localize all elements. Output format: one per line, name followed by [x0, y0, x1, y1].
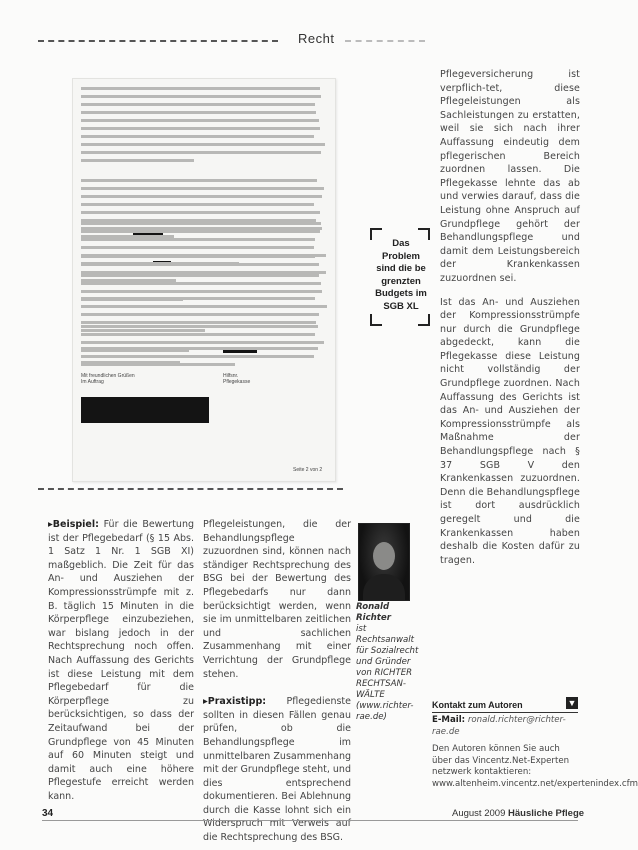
letter-text-line	[81, 325, 318, 328]
letter-bottom-rule	[38, 488, 343, 490]
header-rule	[38, 40, 278, 42]
letter-text-line	[81, 159, 194, 162]
letter-text-line	[81, 361, 180, 364]
letter-redaction	[81, 397, 209, 423]
letter-text-line	[81, 347, 318, 350]
letter-signature-left: Mit freundlichen Grüßen Im Auftrag	[81, 373, 135, 385]
letter-page-mark: Seite 2 von 2	[293, 467, 323, 473]
letter-text-line	[81, 255, 315, 258]
letter-text-line	[81, 238, 315, 241]
letter-text-line	[81, 111, 316, 114]
page-number: 34	[42, 808, 54, 819]
email-label: E-Mail:	[432, 715, 466, 725]
example-bullet: ▸ Beispiel:	[48, 519, 99, 530]
body-column-2	[203, 518, 351, 845]
letter-text-line	[81, 246, 314, 249]
footer-source	[452, 808, 584, 819]
footer-magazine: Häusliche Pflege	[508, 808, 585, 819]
letter-text-line	[81, 333, 315, 336]
col2-text: Pflegeleistungen, die der Behandlungspflege zuzuordnen sind, können nach ständiger Rechtsprechung des BSG bei der Bewertung des Pflegebedarfs nur dann berücksichtigt werden, wenn sie im unmittelbaren zeitlichen und sachlichen Zusammenhang mit einer Verrichtung der Grundpflege stehen.	[203, 519, 351, 680]
letter-signature-right: Hilfsnr. Pflegekasse	[223, 373, 251, 385]
letter-text-line	[81, 87, 320, 90]
section-label: Recht	[298, 31, 335, 46]
contact-heading: Kontakt zum Autoren	[432, 700, 523, 710]
right-paragraph: Pflegeversicherung ist verpflich-tet, diese Pflegeleistungen als Sachleistungen zu erstatten, weil sie sich nach ihrer Auffassung eindeutig dem pflegerischen Bereich zuordnen lassen. Die Pflegekasse lehnte das ab und verwies darauf, dass die Leistung ohne Anspruch auf Grundpflege gehört der Behandlungspflege und damit dem Leistungsbereich der Krankenkassen zuzuordnen sei.	[440, 69, 580, 284]
letter-text-line	[81, 313, 319, 316]
letter-text-line	[81, 290, 322, 293]
contact-text: Den Autoren können Sie auch über das Vincentz.Net-Experten netzwerk kontaktieren: www.altenheim.vincentz.net/expertenindex.cfm	[432, 744, 638, 789]
author-name: Ronald Richter	[356, 602, 391, 623]
footer-issue: August 2009	[452, 808, 506, 819]
letter-text-line	[81, 119, 319, 122]
letter-text-line	[81, 103, 315, 106]
contact-rule	[432, 712, 578, 713]
letter-text-line	[81, 341, 324, 344]
author-photo	[358, 523, 410, 601]
letter-text-line	[81, 195, 322, 198]
pull-quote	[370, 228, 430, 326]
letter-text-line	[81, 143, 325, 146]
email-link[interactable]: ronald.richter@richter-rae.de	[432, 715, 566, 737]
letter-text-line	[81, 263, 319, 266]
letter-text-line	[81, 321, 316, 324]
letter-text-line	[81, 187, 324, 190]
practice-tip-text: Pflegedienste sollten in diesen Fällen genau prüfen, ob die Behandlungspflege im unmittelbaren Zusammenhang mit der Grundpflege steht, und dies entsprechend dokumentieren. Bei Ablehnung durch die Kasse lohnt sich ein Widerspruch mit Verweis auf die Rechtsprechung des BSG.	[203, 696, 351, 844]
pull-quote-text: Das Problem sind die be grenzten Budgets im SGB XL	[375, 238, 427, 312]
letter-text-line	[81, 222, 321, 225]
letter-text-line	[81, 230, 320, 233]
letter-text-line	[81, 203, 314, 206]
footer-rule	[42, 820, 578, 821]
arrow-down-icon: ▼	[567, 698, 577, 708]
letter-text-line	[81, 297, 315, 300]
letter-text-line	[81, 179, 317, 182]
letter-text-line	[81, 329, 205, 332]
letter-text-line	[81, 211, 320, 214]
body-column-1	[48, 518, 194, 803]
right-paragraph: Ist das An- und Ausziehen der Kompressionsstrümpfe nur durch die Grundpflege abgedeckt, kann die Pflegekasse diese Leistung nicht vollständig der Grundpflege zuordnen. Nach Auffassung des Gerichts ist das An- und Ausziehen der Kompressionsstrümpfe als Maßnahme der Behandlungspflege nach § 37 SGB V den Krankenkassen zuzuordnen. Denn die Behandlungspflege ist dort ausdrücklich geregelt und die Krankenkassen haben deshalb die Kosten dafür zu tragen.	[440, 296, 581, 566]
letter-text-line	[81, 135, 314, 138]
author-caption	[356, 602, 420, 723]
letter-text-line	[81, 355, 314, 358]
author-bio: ist Rechtsanwalt für Sozialrecht und Gründer von RICHTER RECHTSAN-WÄLTE (www.richter-rae.de)	[356, 624, 419, 722]
letter-text-line	[81, 127, 320, 130]
letter-image	[72, 78, 336, 482]
header-rule-right	[345, 40, 425, 42]
contact-body	[432, 715, 638, 796]
practice-tip-bullet: ▸ Praxistipp:	[203, 696, 266, 707]
letter-text-line	[81, 305, 327, 308]
letter-text-line	[81, 95, 321, 98]
letter-text-line	[81, 274, 319, 277]
letter-text-line	[81, 151, 321, 154]
right-column	[440, 68, 580, 577]
letter-text-line	[81, 282, 321, 285]
example-text: Für die Bewertung ist der Pflegebedarf (§ 15 Abs. 1 Satz 1 Nr. 1 SGB XI) maßgeblich. Die Zeit für das An- und Ausziehen der Kompressionsstrümpfe mit z. B. täglich 15 Minuten in die Körperpflege einzubeziehen, war bislang jedoch in der Rechtsprechung noch offen. Nach Auffassung des Gerichts ist diese Leistung mit dem Pflegebedarf für die Körperpflege zu berücksichtigen, so dass der Zeitaufwand bei der Grundpflege von 45 Minuten auf 60 Minuten steigt und damit auch eine höhere Pflegestufe erreicht werden kann.	[48, 519, 194, 802]
